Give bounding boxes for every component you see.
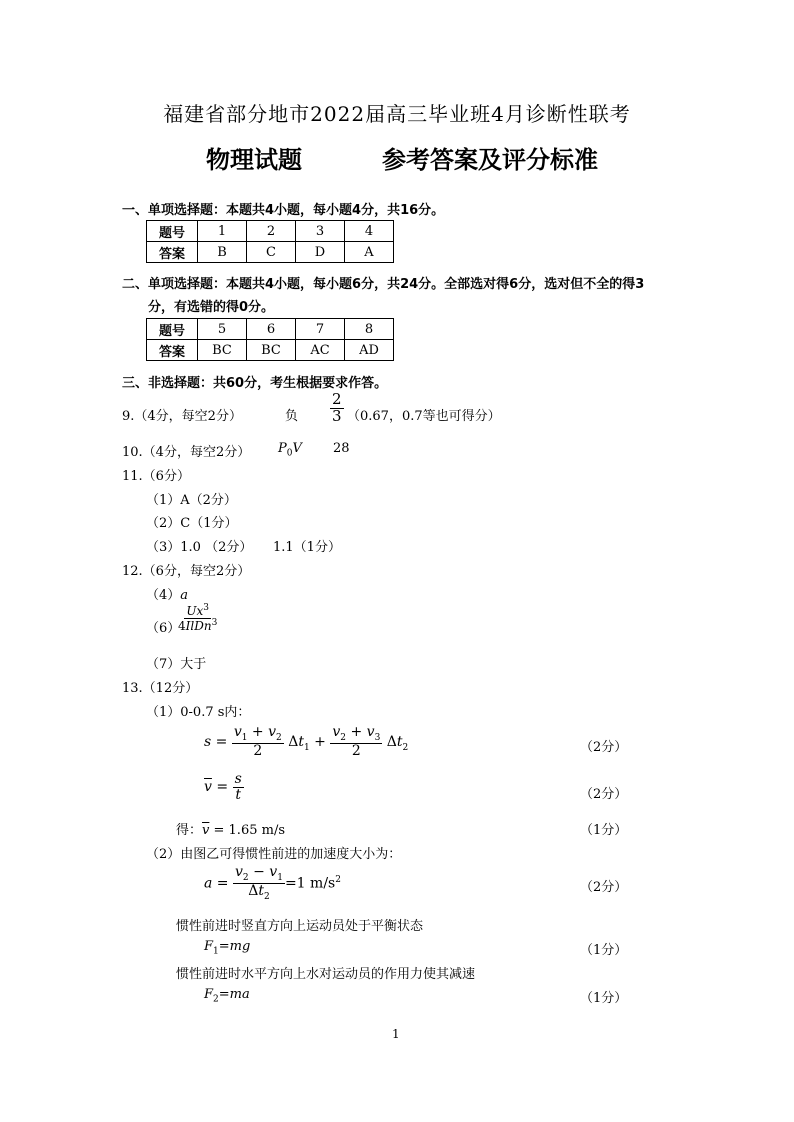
q9-note: （0.67，0.7等也可得分） <box>347 409 501 424</box>
q13-label: 13.（12分） <box>122 681 199 696</box>
symbol-V: V <box>292 441 302 456</box>
table-row <box>147 221 394 242</box>
exam-title: 福建省部分地市2022届高三毕业班4月诊断性联考 <box>163 102 631 126</box>
section3-heading: 三、非选择题：共60分，考生根据要求作答。 <box>122 376 388 391</box>
answer-cell: D <box>296 242 345 263</box>
question-number: 7 <box>296 319 345 340</box>
table-row <box>147 319 394 340</box>
row-label: 答案 <box>147 242 198 263</box>
answer-cell: AC <box>296 340 345 361</box>
result-value: = 1.65 m/s <box>213 823 285 838</box>
question-number: 3 <box>296 221 345 242</box>
q11-part2: （2）C（1分） <box>146 516 238 531</box>
q13-part1-intro: （1）0-0.7 s内： <box>146 705 251 720</box>
fraction-numerator: 2 <box>332 390 342 408</box>
q11-part3a: （3）1.0 （2分） <box>146 540 253 555</box>
points-label: （2分） <box>580 740 628 755</box>
question-number: 5 <box>198 319 247 340</box>
subscript: 0 <box>286 448 293 459</box>
equilibrium-text: 惯性前进时竖直方向上运动员处于平衡状态 <box>176 919 424 934</box>
section2-answer-table <box>146 318 394 361</box>
answer-cell: B <box>198 242 247 263</box>
table-row <box>147 340 394 361</box>
deceleration-text: 惯性前进时水平方向上水对运动员的作用力使其减速 <box>176 967 476 982</box>
q11-label: 11.（6分） <box>122 469 190 484</box>
q11-part3b: 1.1（1分） <box>273 540 341 555</box>
page-number: 1 <box>392 1027 400 1041</box>
doc-type-title: 参考答案及评分标准 <box>382 146 598 174</box>
section1-answer-table <box>146 220 394 263</box>
points-label: （1分） <box>580 943 628 958</box>
row-label: 题号 <box>147 221 198 242</box>
q13-part2-intro: （2）由图乙可得惯性前进的加速度大小为： <box>146 847 402 862</box>
points-label: （2分） <box>580 787 628 802</box>
q10-answer2: 28 <box>333 441 350 456</box>
fraction-denominator: 3 <box>332 406 342 425</box>
part-answer: a <box>180 588 189 603</box>
section1-heading: 一、单项选择题：本题共4小题，每小题4分，共16分。 <box>122 203 445 218</box>
answer-cell: AD <box>345 340 394 361</box>
points-label: （2分） <box>580 880 628 895</box>
subject-title: 物理试题 <box>206 146 302 174</box>
part-label: （4） <box>146 588 181 603</box>
points-label: （1分） <box>580 991 628 1006</box>
row-label: 答案 <box>147 340 198 361</box>
symbol-P: P <box>278 441 287 456</box>
answer-cell: BC <box>198 340 247 361</box>
vertical-force-equation: $F_1=mg$ <box>204 939 251 957</box>
q9-fraction <box>330 392 344 425</box>
acceleration-equation: a = $\frac{v_2 - v_1}{\Delta t_2}$ =1 $m/s^2$ <box>204 864 341 903</box>
velocity-result: 得：$\overline{v} = 1.65$ m/s <box>176 823 285 838</box>
q12-part7: （7）大于 <box>146 657 207 672</box>
question-number: 6 <box>247 319 296 340</box>
answer-cell: A <box>345 242 394 263</box>
question-number: 2 <box>247 221 296 242</box>
displacement-equation: s = $\frac{v_1 + v_2}{2}$ $\Delta t_1$ + $\frac{v_2 + v_3}{2}$ $\Delta t_2$ <box>204 724 409 760</box>
average-velocity-equation: $\overline{v}$ = $\frac{s}{t}$ <box>204 771 242 803</box>
result-prefix: 得： <box>176 823 203 838</box>
q10-label: 10.（4分，每空2分） <box>122 445 251 460</box>
q12-part4 <box>146 584 188 603</box>
question-number: 4 <box>345 221 394 242</box>
answer-cell: C <box>247 242 296 263</box>
section2-heading: 二、单项选择题：本题共4小题，每小题6分，共24分。全部选对得6分，选对但不全的得3 <box>122 277 645 292</box>
q9-label: 9.（4分，每空2分） <box>122 409 242 424</box>
q12-part6-label: （6） <box>146 621 181 636</box>
row-label: 题号 <box>147 319 198 340</box>
question-number: 1 <box>198 221 247 242</box>
q11-part1: （1）A（2分） <box>146 493 237 508</box>
q12-label: 12.（6分，每空2分） <box>122 564 251 579</box>
question-number: 8 <box>345 319 394 340</box>
q9-answer1: 负 <box>285 409 299 424</box>
horizontal-force-equation: $F_2=ma$ <box>204 987 250 1005</box>
section2-heading-cont: 分，有选错的得0分。 <box>148 300 275 315</box>
answer-cell: BC <box>247 340 296 361</box>
q12-part6-formula: $\frac{Ux^3}{4IlDn^3}$ <box>178 603 218 633</box>
acceleration-value: =1 m/s <box>284 875 336 892</box>
points-label: （1分） <box>580 823 628 838</box>
table-row <box>147 242 394 263</box>
q10-answer1 <box>278 441 302 459</box>
